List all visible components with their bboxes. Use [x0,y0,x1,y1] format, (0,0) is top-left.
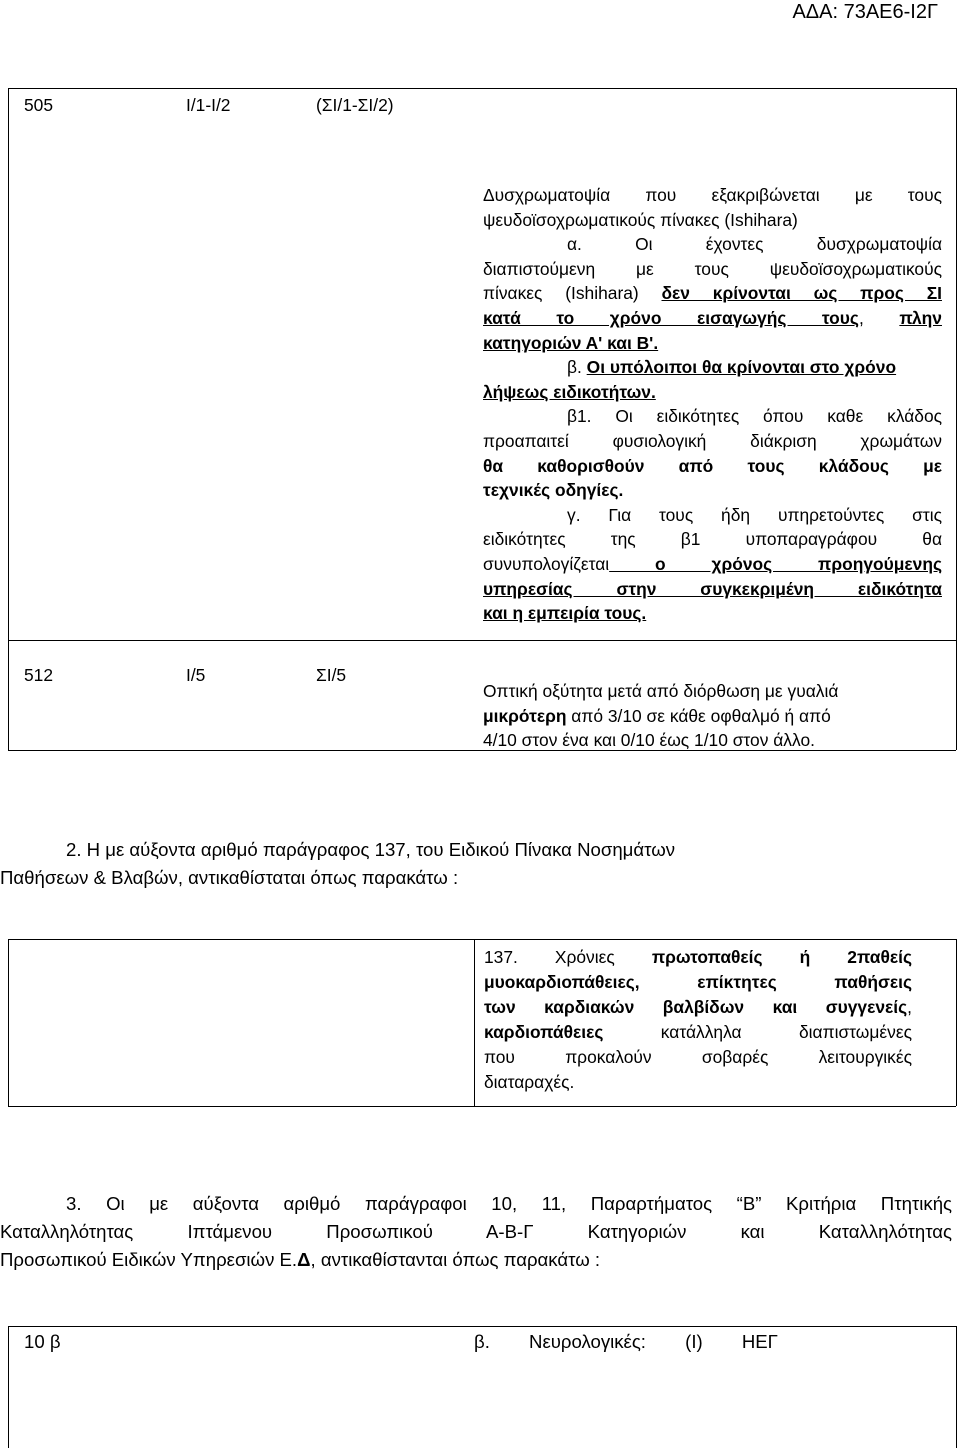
row-505-code: 505 [24,95,54,115]
ada-reference: ΑΔΑ: 73ΑΕ6-Ι2Γ [792,1,938,23]
table1-right-border [956,88,957,750]
table2-top-border [8,939,956,940]
table2-bottom-border [8,1106,956,1107]
row-512-category-2: ΣΙ/5 [316,665,347,685]
paragraph-137-text: 137. Χρόνιες πρωτοπαθείς ή 2παθείς μυοκαρδιοπάθειες, επίκτητες παθήσεις των καρδιακών βαλβίδων και συγγενείς, καρδιοπάθειες κατάλληλα διαπιστωμένες που προκαλούν σοβαρές λειτουργικές διαταραχές. [484,947,912,1092]
row-505-category-2: (ΣΙ/1-ΣΙ/2) [316,95,394,115]
table1-top-border [8,88,956,89]
paragraph-2: 2. Η με αύξοντα αριθμό παράγραφος 137, του Ειδικού Πίνακα Νοσημάτων Παθήσεων & Βλαβών, αντικαθίσταται όπως παρακάτω : [0,839,676,888]
table2-left-border [8,939,9,1106]
row-512-code: 512 [24,665,54,685]
row-505-description: Δυσχρωματοψία που εξακριβώνεται με τους ψευδοϊσοχρωματικούς πίνακες (Ishihara) α. Οι έχοντες δυσχρωματοψία διαπιστούμενη με τους ψευδοϊσοχρωματικούς πίνακες (Ishihara) δεν κρίνονται ως προς ΣΙ κατά το χρόνο εισαγωγής τους, πλην κατηγοριών Α' και Β'. β. Οι υπόλοιποι θα κρίνονται στο χρόνο λήψεως ειδικοτήτων. β1. Οι ειδικότητες όπου καθε κλάδος προαπαιτεί φυσιολογική διάκριση χρωμάτων θα καθορισθούν από τους κλάδους με τεχνικές οδηγίες. γ. Για τους ήδη υπηρετούντες στις ειδικότητες της β1 υποπαραγράφου θα συνυπολογίζεται ο χρόνος προηγούμενης υπηρεσίας στην συγκεκριμένη ειδικότητα και η εμπειρία τους. [483,185,942,624]
row-512-description: Οπτική οξύτητα μετά από διόρθωση με γυαλιά μικρότερη από 3/10 σε κάθε οφθαλμό ή από 4/10 στον ένα και 0/10 έως 1/10 στον άλλο. [483,681,839,751]
table1-left-border [8,88,9,750]
table1-row-divider [8,640,956,641]
row-505-category-1: Ι/1-Ι/2 [186,95,231,115]
table2-right-border [956,939,957,1106]
row-10b-code: 10 β [24,1331,61,1352]
table3-left-border [8,1326,9,1448]
table3-right-border [956,1326,957,1448]
row-512-category-1: Ι/5 [186,665,206,685]
table2-column-divider [474,939,475,1106]
row-10b-text: β. Νευρολογικές: (Ι) ΗΕΓ [474,1331,778,1352]
paragraph-3: 3. Οι με αύξοντα αριθμό παράγραφοι 10, 11, Παραρτήματος “Β” Κριτήρια Πτητικής Καταλληλότητας Ιπτάμενου Προσωπικού Α-Β-Γ Κατηγοριών και Καταλληλότητας Προσωπικού Ειδικών Υπηρεσιών Ε.Δ, αντικαθίστανται όπως παρακάτω : [0,1193,952,1270]
table3-top-border [8,1326,956,1327]
